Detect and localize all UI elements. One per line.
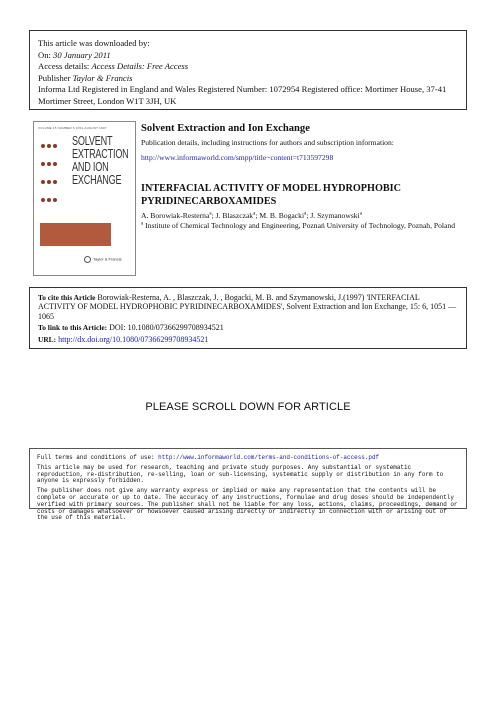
publication-details: Publication details, including instructions for authors and subscription information: — [141, 138, 394, 147]
journal-info — [141, 122, 466, 231]
download-date-line — [38, 50, 458, 62]
cover-title: SOLVENT EXTRACTION AND ION EXCHANGE — [72, 133, 129, 187]
article-url-link[interactable]: http://dx.doi.org/10.1080/07366299708934521 — [56, 334, 209, 344]
author-list: A. Borowiak-Resterna$^a$; J. Blaszczak$^a$; M. B. Bogacki$^a$; J. Szymanowski$^a$ — [141, 211, 362, 220]
author-name: J. Blaszczak — [215, 211, 254, 220]
cover-color-block — [40, 223, 111, 246]
publisher-label: Publisher — [38, 72, 73, 83]
doi-value: DOI: 10.1080/07366299708934521 — [107, 323, 224, 333]
url-line — [38, 335, 458, 344]
journal-title: Solvent Extraction and Ion Exchange — [141, 123, 310, 134]
terms-usage-paragraph: This article may be used for research, teaching and private study purposes. Any substantial or systematic reproduction, re-distribution, re-selling, loan or sub-licensing, systematic supply or distribution in any form to anyone is expressly forbidden. — [37, 463, 444, 485]
publisher-logo-icon — [84, 256, 91, 263]
author-name: M. B. Bogacki — [259, 211, 305, 220]
terms-link[interactable]: http://www.informaworld.com/terms-and-conditions-of-access.pdf — [158, 454, 380, 461]
doi-label: To link to this Article: — [38, 323, 108, 333]
access-value: Access Details: Free Access — [91, 61, 189, 71]
registration-text: Informa Ltd Registered in England and Wales Registered Number: 1072954 Registered office: Mortimer House, 37-41 Mortimer Street, London W1T 3JH, UK — [38, 84, 447, 106]
terms-box — [29, 448, 467, 522]
author-name: J. Szymanowski — [310, 211, 360, 220]
cite-text: Borowiak-Resterna, A. , Blaszczak, J. , Bogacki, M. B. and Szymanowski, J.(1997) 'INTERFACIAL ACTIVITY OF MODEL HYDROPHOBIC PYRIDINECARBOXAMIDES', Solvent Extraction and Ion Exchange, 15: 6, 1051 — 1065 — [38, 293, 457, 321]
publisher-value: Taylor & Francis — [72, 72, 133, 83]
journal-link[interactable]: http://www.informaworld.com/smpp/title~content=t713597298 — [141, 153, 334, 162]
cite-label: To cite this Article — [38, 293, 96, 302]
publisher-line — [38, 73, 458, 85]
download-date: 30 January 2011 — [53, 49, 111, 60]
cover-dot-pattern — [40, 136, 60, 208]
downloaded-by-line: This article was downloaded by: — [38, 38, 150, 48]
terms-line: Full terms and conditions of use: http://www.informaworld.com/terms-and-conditions-of-access.pdf — [37, 454, 380, 461]
author-name: A. Borowiak-Resterna — [141, 211, 210, 220]
publisher-logo: Taylor & Francis — [84, 256, 122, 263]
url-label: URL: — [38, 334, 57, 344]
cite-line — [38, 293, 458, 321]
cover-volume-text: VOLUME 15 NUMBER 6 1051-AUGUST 1997 — [38, 126, 107, 130]
article-title: INTERFACIAL ACTIVITY OF MODEL HYDROPHOBIC PYRIDINECARBOXAMIDES — [141, 183, 401, 207]
citation-box — [29, 287, 467, 349]
affiliation: $^a$ Institute of Chemical Technology and Engineering, Poznań University of Technology, Poznah, Poland — [141, 221, 455, 230]
doi-line — [38, 323, 458, 332]
on-label: On: — [38, 49, 54, 60]
access-label: Access details: — [38, 61, 92, 71]
journal-cover-image — [33, 121, 136, 276]
access-details-line — [38, 61, 458, 73]
scroll-notice: PLEASE SCROLL DOWN FOR ARTICLE — [145, 401, 351, 413]
terms-disclaimer-paragraph: The publisher does not give any warranty express or implied or make any representation that the contents will be complete or accurate or up to date. The accuracy of any instructions, formulae and drug doses should be independently verified with primary sources. The publisher shall not be liable for any loss, actions, claims, proceedings, demand or costs or damages whatsoever or howsoever caused arising directly or indirectly in connection with or arising out of the use of this material. — [37, 487, 458, 522]
download-info-box — [29, 30, 467, 110]
